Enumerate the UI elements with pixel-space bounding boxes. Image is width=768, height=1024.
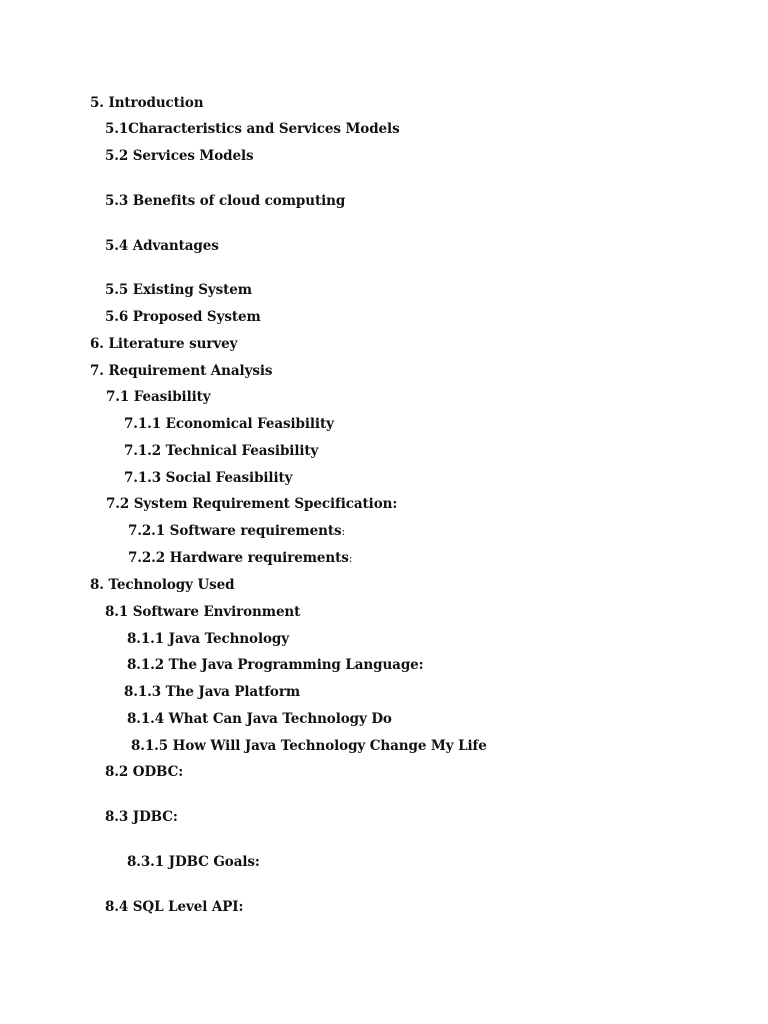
toc-entry-5-2 xyxy=(105,147,254,165)
toc-entry-text: 8.4 SQL Level API: xyxy=(105,899,244,915)
toc-entry-text: 8.1 Software Environment xyxy=(105,604,301,620)
toc-entry-7-1-3 xyxy=(124,469,292,487)
toc-entry-8-4 xyxy=(105,898,243,916)
toc-entry-5-5 xyxy=(105,281,252,299)
toc-entry-8-1-2 xyxy=(127,656,424,674)
toc-entry-8-1-1 xyxy=(127,630,289,648)
toc-entry-suffix: : xyxy=(341,525,346,538)
toc-entry-8-3 xyxy=(105,808,178,826)
toc-entry-text: 7.2.1 Software requirements xyxy=(128,523,342,539)
toc-entry-8-1-3 xyxy=(124,683,300,701)
toc-entry-text: 7. Requirement Analysis xyxy=(90,363,273,379)
toc-entry-7-2 xyxy=(106,495,397,513)
toc-entry-text: 5.1Characteristics and Services Models xyxy=(105,121,400,137)
toc-entry-text: 8.1.5 How Will Java Technology Change My Life xyxy=(131,738,487,754)
toc-entry-text: 8.1.3 The Java Platform xyxy=(124,684,301,700)
toc-entry-text: 7.2 System Requirement Specification: xyxy=(106,496,398,512)
toc-entry-text: 8.1.2 The Java Programming Language: xyxy=(127,657,424,673)
toc-entry-text: 7.1.3 Social Feasibility xyxy=(124,470,293,486)
toc-entry-text: 7.1.1 Economical Feasibility xyxy=(124,416,334,432)
toc-entry-6 xyxy=(90,335,237,353)
toc-entry-5-1 xyxy=(105,120,400,138)
toc-entry-text: 5.2 Services Models xyxy=(105,148,254,164)
toc-entry-7-2-1 xyxy=(128,522,345,541)
toc-entry-5-4 xyxy=(105,237,219,255)
toc-entry-text: 7.2.2 Hardware requirements xyxy=(128,550,349,566)
toc-entry-text: 8.1.4 What Can Java Technology Do xyxy=(127,711,392,727)
toc-entry-text: 8.3.1 JDBC Goals: xyxy=(127,854,260,870)
toc-entry-text: 7.1 Feasibility xyxy=(106,389,211,405)
toc-entry-text: 8.3 JDBC: xyxy=(105,809,178,825)
toc-entry-7-1-1 xyxy=(124,415,334,433)
toc-entry-text: 5.5 Existing System xyxy=(105,282,252,298)
toc-entry-8-1-5 xyxy=(131,737,487,755)
toc-entry-7-1 xyxy=(106,388,211,406)
toc-entry-text: 8. Technology Used xyxy=(90,577,235,593)
toc-entry-text: 8.1.1 Java Technology xyxy=(127,631,289,647)
toc-entry-text: 5.4 Advantages xyxy=(105,238,219,254)
toc-entry-8 xyxy=(90,576,234,594)
toc-entry-text: 6. Literature survey xyxy=(90,336,238,352)
toc-entry-text: 5.6 Proposed System xyxy=(105,309,261,325)
toc-entry-text: 5. Introduction xyxy=(90,95,204,111)
toc-entry-7-1-2 xyxy=(124,442,318,460)
toc-entry-suffix: : xyxy=(348,552,353,565)
toc-entry-8-1 xyxy=(105,603,300,621)
toc-entry-7 xyxy=(90,362,272,380)
toc-entry-5-3 xyxy=(105,192,345,210)
toc-entry-8-1-4 xyxy=(127,710,392,728)
toc-entry-8-2 xyxy=(105,763,183,781)
toc-entry-5-6 xyxy=(105,308,261,326)
toc-entry-text: 5.3 Benefits of cloud computing xyxy=(105,193,346,209)
toc-entry-8-3-1 xyxy=(127,853,260,871)
toc-entry-text: 7.1.2 Technical Feasibility xyxy=(124,443,319,459)
toc-entry-text: 8.2 ODBC: xyxy=(105,764,184,780)
toc-entry-5 xyxy=(90,94,203,112)
toc-entry-7-2-2 xyxy=(128,549,352,568)
